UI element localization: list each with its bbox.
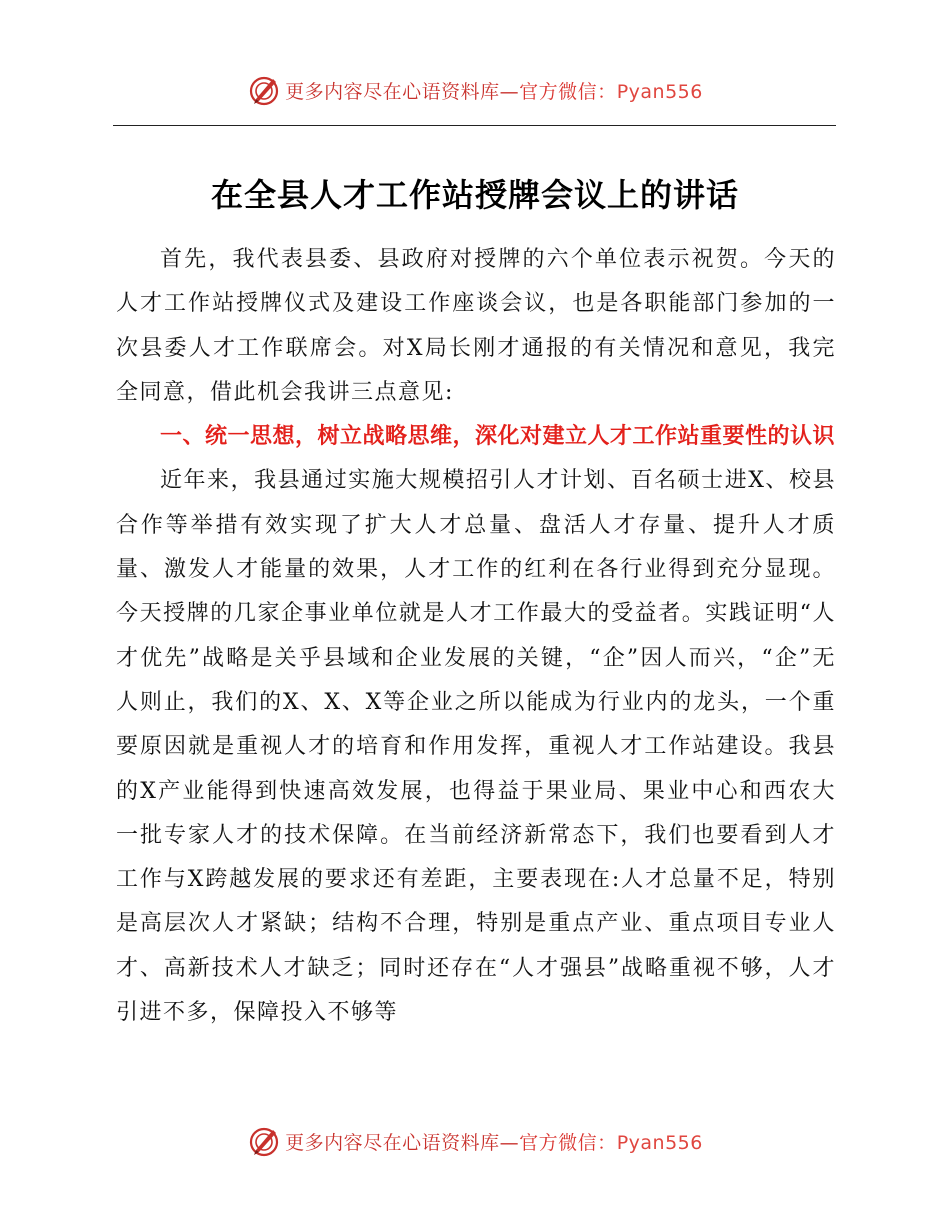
pen-logo-icon <box>247 1124 281 1158</box>
paragraph-1: 首先，我代表县委、县政府对授牌的六个单位表示祝贺。今天的人才工作站授牌仪式及建设工作座谈会议，也是各职能部门参加的一次县委人才工作联席会。对X局长刚才通报的有关情况和意见，我完全同意，借此机会我讲三点意见: <box>116 247 836 405</box>
footer-wechat-id: Pyan556 <box>616 1131 703 1154</box>
header-site-text: 更多内容尽在心语资料库 <box>285 80 500 103</box>
header-wechat-label: 官方微信： <box>519 80 617 103</box>
header-divider <box>113 125 836 126</box>
header-dash: — <box>499 80 520 103</box>
document-body <box>116 238 836 1035</box>
footer-site-text: 更多内容尽在心语资料库 <box>285 1131 500 1154</box>
header-wechat-id: Pyan556 <box>616 80 703 103</box>
pen-logo-icon <box>247 73 281 107</box>
section-heading-1: 一、统一思想，树立战略思维，深化对建立人才工作站重要性的认识 <box>160 424 836 450</box>
paragraph-2: 近年来，我县通过实施大规模招引人才计划、百名硕士进X、校县合作等举措有效实现了扩大人才总量、盘活人才存量、提升人才质量、激发人才能量的效果，人才工作的红利在各行业得到充分显现。今天授牌的几家企事业单位就是人才工作最大的受益者。实践证明“人才优先”战略是关乎县域和企业发展的关键，“企”因人而兴，“企”无人则止，我们的X、X、X等企业之所以能成为行业内的龙头，一个重要原因就是重视人才的培育和作用发挥，重视人才工作站建设。我县的X产业能得到快速高效发展，也得益于果业局、果业中心和西农大一批专家人才的技术保障。在当前经济新常态下，我们也要看到人才工作与X跨越发展的要求还有差距，主要表现在:人才总量不足，特别是高层次人才紧缺；结构不合理，特别是重点产业、重点项目专业人才、高新技术人才缺乏；同时还存在“人才强县”战略重视不够，人才引进不多，保障投入不够等 <box>116 468 836 1026</box>
footer-banner <box>0 1121 950 1161</box>
header-banner <box>0 70 950 110</box>
footer-wechat-label: 官方微信： <box>519 1131 617 1154</box>
footer-dash: — <box>499 1131 520 1154</box>
document-title: 在全县人才工作站授牌会议上的讲话 <box>210 176 739 214</box>
